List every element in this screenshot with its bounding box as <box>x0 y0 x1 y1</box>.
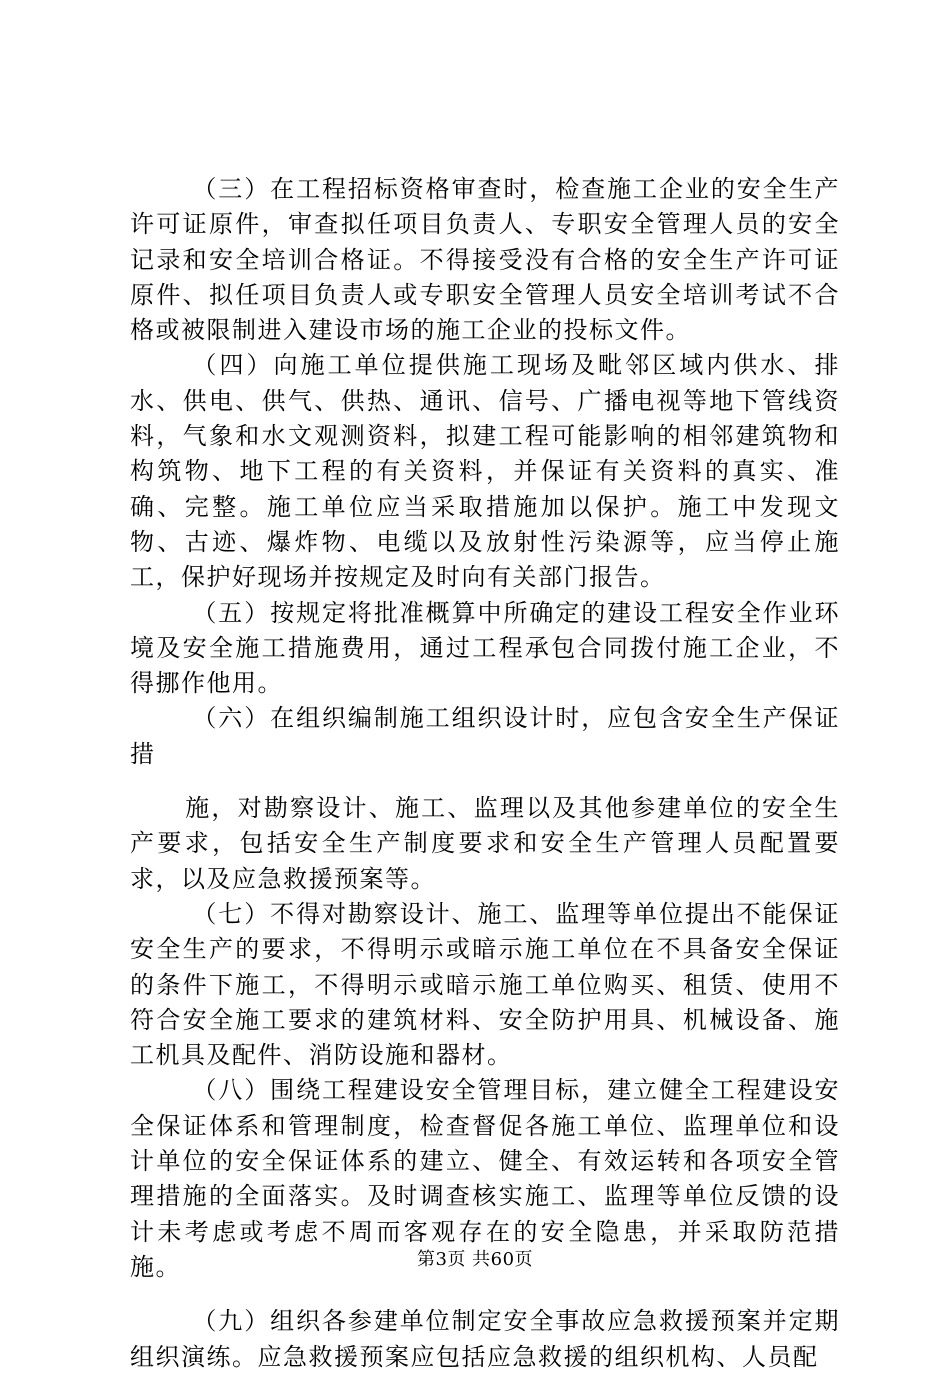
paragraph-4: （四）向施工单位提供施工现场及毗邻区域内供水、排水、供电、供气、供热、通讯、信号、广播电视等地下管线资料，气象和水文观测资料，拟建工程可能影响的相邻建筑物和构筑物、地下工程的有关资料，并保证有关资料的真实、准确、完整。施工单位应当采取措施加以保护。施工中发现文物、古迹、爆炸物、电缆以及放射性污染源等，应当停止施工，保护好现场并按规定及时向有关部门报告。 <box>130 351 840 592</box>
paragraph-5: （五）按规定将批准概算中所确定的建设工程安全作业环境及安全施工措施费用，通过工程承包合同拨付施工企业，不得挪作他用。 <box>130 598 840 698</box>
page-footer: 第3页 共60页 <box>416 1249 534 1270</box>
paragraph-8: （八）围绕工程建设安全管理目标，建立健全工程建设安全保证体系和管理制度，检查督促各施工单位、监理单位和设计单位的安全保证体系的建立、健全、有效运转和各项安全管理措施的全面落实。及时调查核实施工、监理等单位反馈的设计未考虑或考虑不周而客观存在的安全隐患，并采取防范措施。 <box>130 1076 840 1281</box>
paragraph-9: （九）组织各参建单位制定安全事故应急救援预案并定期组织演练。应急救援预案应包括应急救援的组织机构、人员配 <box>130 1307 840 1371</box>
paragraph-3: （三）在工程招标资格审查时，检查施工企业的安全生产许可证原件，审查拟任项目负责人、专职安全管理人员的安全记录和安全培训合格证。不得接受没有合格的安全生产许可证原件、拟任项目负责人或专职安全管理人员安全培训考试不合格或被限制进入建设市场的施工企业的投标文件。 <box>130 175 840 345</box>
paragraph-6-continued: 施，对勘察设计、施工、监理以及其他参建单位的安全生产要求，包括安全生产制度要求和安全生产管理人员配置要求，以及应急救援预案等。 <box>130 794 840 893</box>
paragraph-6: （六）在组织编制施工组织设计时，应包含安全生产保证措 <box>130 704 840 768</box>
document-body <box>130 172 840 1375</box>
paragraph-7: （七）不得对勘察设计、施工、监理等单位提出不能保证安全生产的要求，不得明示或暗示施工单位在不具备安全保证的条件下施工，不得明示或暗示施工单位购买、租赁、使用不符合安全施工要求的建筑材料、安全防护用具、机械设备、施工机具及配件、消防设施和器材。 <box>130 899 840 1070</box>
